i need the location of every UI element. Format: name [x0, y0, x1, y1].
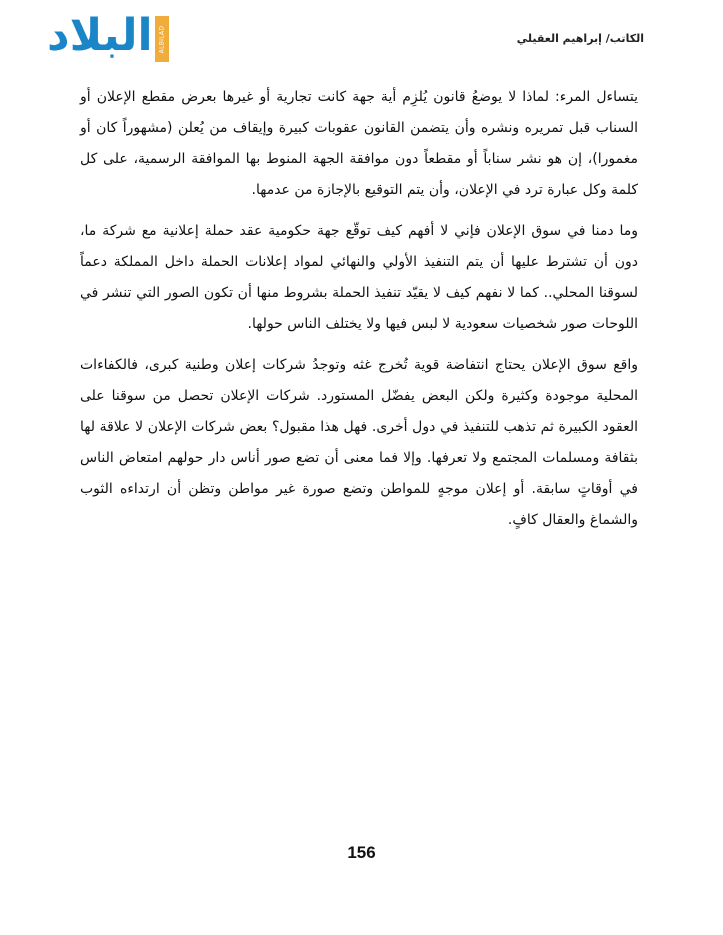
- page-number: 156: [347, 843, 376, 862]
- author-name: الكاتب/ إبراهيم العقيلي: [516, 32, 644, 45]
- paragraph-2: وما دمنا في سوق الإعلان فإني لا أفهم كيف توقّع جهة حكومية عقد حملة إعلانية مع شركة ما، دون أن تشترط عليها أن يتم التنفيذ الأولي والنهائي لمواد إعلانات الحملة داخل المملكة دعماً لسوقنا المحلي.. كما لا نفهم كيف لا يقيّد تنفيذ الحملة بشروط منها أن تكون الصور التي تنشر في اللوحات صور شخصيات سعودية لا لبس فيها ولا يختلف الناس حولها.: [80, 223, 638, 332]
- paragraph-1: يتساءل المرء: لماذا لا يوضعُ قانون يُلزِم أية جهة كانت تجارية أو غيرها بعرض مقطع الإعلان أو السناب قبل تمريره ونشره وأن يتضمن القانون عقوبات كبيرة وإيقاف من يُعلن (مشهوراً كان أو مغمورا)، إن هو نشر سناباً أو مقطعاً دون موافقة الجهة المنوط بها الموافقة الرسمية، على كل كلمة وكل عبارة ترد في الإعلان، وأن يتم التوقيع بالإجازة من عدمها.: [80, 89, 638, 198]
- logo-tag-text: ALBILAD: [158, 25, 166, 53]
- article-body: [80, 82, 638, 546]
- logo-wordmark: البلاد: [47, 10, 153, 61]
- albilad-logo: [47, 10, 187, 66]
- logo-tag: [155, 16, 169, 62]
- page-header: [0, 0, 723, 80]
- paragraph-3: واقع سوق الإعلان يحتاج انتفاضة قوية تُخرج غثه وتوجدُ شركات إعلان وطنية كبرى، فالكفاءات المحلية موجودة وكثيرة ولكن البعض يفضّل المستورد. شركات الإعلان تحصل من سوقنا على العقود الكبيرة ثم تذهب للتنفيذ في دول أخرى. فهل هذا مقبول؟ بعض شركات الإعلان لا علاقة لها بثقافة ومسلمات المجتمع ولا تعرفها. وإلا فما معنى أن تضع صور أناس دار حولهم امتعاض الناس في أوقاتٍ سابقة. أو إعلان موجهٍ للمواطن وتضع صورة غير مواطن وتظن أن ارتداءه الثوب والشماغ والعقال كافٍ.: [80, 357, 638, 528]
